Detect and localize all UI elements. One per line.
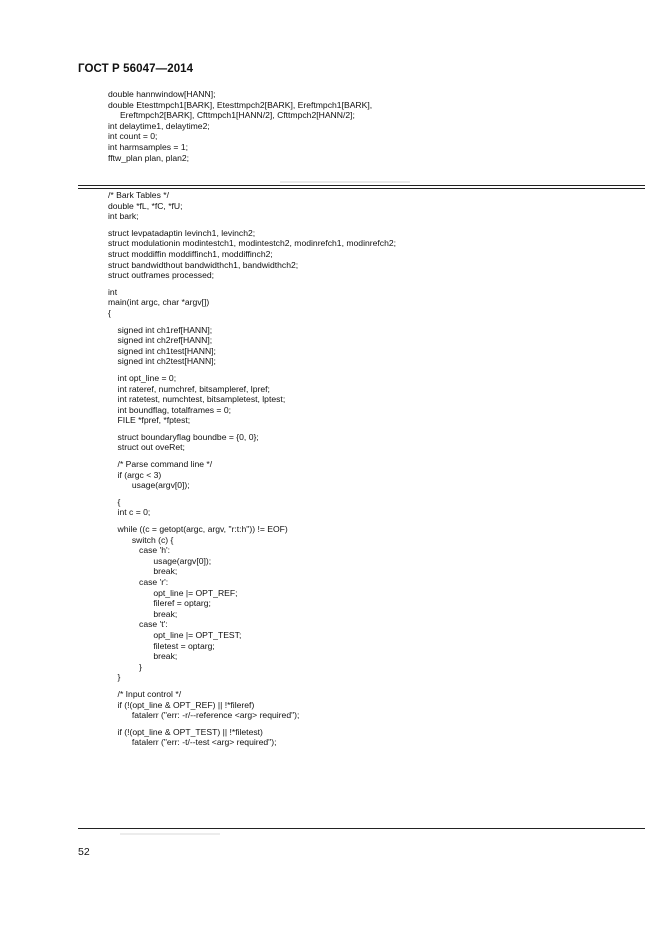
code-line: int c = 0; [108,507,151,518]
code-line: main(int argc, char *argv[]) [108,297,210,308]
code-line: int [108,286,118,297]
code-line: FILE *fpref, *fptest; [108,415,191,426]
code-line: struct modulationin modintestch1, modintestch2, modinrefch1, modinrefch2; [108,238,397,249]
code-line: } [108,672,121,683]
code-line: case 'r': [108,577,169,587]
faint-bottom-line [120,833,220,835]
code-line: fatalerr ("err: -t/--test <arg> required"); [108,737,277,748]
code-line: while ((c = getopt(argc, argv, "r:t:h")) != EOF) [108,524,288,535]
code-line: break; [108,651,178,662]
code-line: if (!(opt_line & OPT_TEST) || !*filetest) [108,726,263,737]
code-line: double *fL, *fC, *fU; [108,200,183,211]
code-line: signed int ch1ref[HANN]; [108,324,213,335]
code-line: fatalerr ("err: -r/--reference <arg> required"); [108,710,300,721]
section-divider-top-1 [78,185,645,186]
faint-watermark-line [280,181,410,183]
code-line: int count = 0; [108,131,158,142]
code-line: signed int ch2ref[HANN]; [108,335,213,346]
code-line: break; [108,608,178,619]
code-line: case 't': [108,619,168,630]
section-divider-bottom [78,828,645,829]
code-line: struct boundaryflag boundbe = {0, 0}; [108,431,259,442]
code-block-top [108,89,372,163]
code-line: double Etesttmpch1[BARK], Etesttmpch2[BARK], Ereftmpch1[BARK], [108,99,373,110]
document-header: ГОСТ Р 56047—2014 [78,63,194,75]
code-line: int delaytime1, delaytime2; [108,120,210,131]
code-line: int rateref, numchref, bitsampleref, lpref; [108,383,270,394]
code-line: signed int ch2test[HANN]; [108,356,216,367]
code-line: int boundflag, totalframes = 0; [108,404,232,415]
code-line: int harmsamples = 1; [108,141,189,152]
code-line: struct bandwidthout bandwidthch1, bandwidthch2; [108,259,299,270]
code-line: fftw_plan plan, plan2; [108,152,190,163]
code-line: { [108,307,111,318]
code-line: } [108,661,142,672]
code-line: opt_line |= OPT_TEST; [108,629,242,640]
code-line: int opt_line = 0; [108,372,177,383]
code-line: usage(argv[0]); [108,555,212,566]
code-line: if (argc < 3) [108,469,162,480]
code-line: fileref = optarg; [108,598,211,609]
code-line: double hannwindow[HANN]; [108,89,216,99]
code-line: filetest = optarg; [108,640,215,651]
code-line: struct moddiffin moddiffinch1, moddiffinch2; [108,248,273,259]
code-line: switch (c) { [108,534,174,545]
code-line: struct outframes processed; [108,270,215,281]
code-line: break; [108,566,178,577]
code-line: int ratetest, numchtest, bitsampletest, lptest; [108,394,286,405]
code-line: /* Bark Tables */ [108,190,169,200]
code-line: Ereftmpch2[BARK], Cfttmpch1[HANN/2], Cfttmpch2[HANN/2]; [108,110,355,121]
code-line: struct out oveRet; [108,442,185,453]
code-line: int bark; [108,211,139,222]
code-line: { [108,496,121,507]
code-line: case 'h': [108,545,171,556]
code-line: /* Parse command line */ [108,459,213,470]
code-block-main [108,190,396,748]
section-divider-top-2 [78,188,645,189]
code-line: /* Input control */ [108,688,182,699]
code-line: usage(argv[0]); [108,480,190,491]
page-number: 52 [78,846,90,858]
code-line: opt_line |= OPT_REF; [108,587,238,598]
code-line: if (!(opt_line & OPT_REF) || !*fileref) [108,699,255,710]
code-line: struct levpatadaptin levinch1, levinch2; [108,227,256,238]
code-line: signed int ch1test[HANN]; [108,345,216,356]
